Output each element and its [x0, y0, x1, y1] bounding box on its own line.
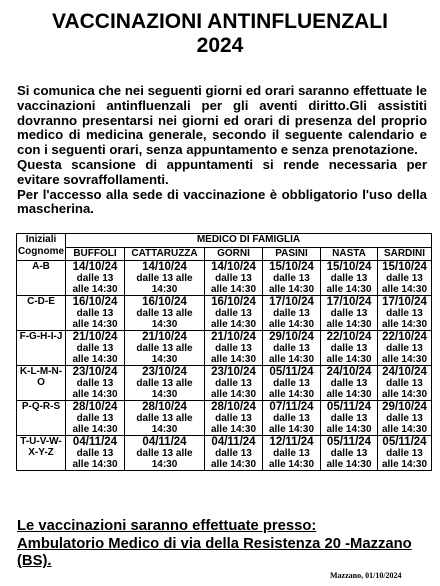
vaccination-date: 04/11/24 — [142, 435, 187, 448]
vaccination-date: 23/10/24 — [211, 365, 256, 378]
vaccination-date: 17/10/24 — [382, 295, 427, 308]
vaccination-date: 29/10/24 — [269, 330, 314, 343]
time-range: 14:30 — [151, 283, 178, 295]
time-range: dalle 13 — [215, 377, 252, 389]
intro-text — [17, 84, 427, 217]
vaccination-date: 05/11/24 — [326, 400, 372, 413]
schedule-cell — [263, 365, 321, 400]
schedule-cell — [378, 295, 432, 330]
time-range: alle 14:30 — [210, 318, 257, 330]
vaccination-date: 24/10/24 — [382, 365, 427, 378]
time-range: dalle 13 — [76, 377, 114, 389]
schedule-table — [16, 233, 432, 471]
time-range: dalle 13 — [386, 412, 423, 424]
time-range: dalle 13 alle — [136, 412, 193, 424]
time-range: dalle 13 — [215, 412, 252, 424]
schedule-cell — [378, 435, 432, 470]
table-row — [17, 260, 432, 295]
table-row — [17, 400, 432, 435]
table-row — [17, 365, 432, 400]
vaccination-date: 04/11/24 — [211, 435, 256, 448]
time-range: alle 14:30 — [381, 458, 428, 470]
schedule-cell — [66, 435, 125, 470]
vaccination-date: 14/10/24 — [72, 260, 118, 273]
schedule-cell — [378, 330, 432, 365]
time-range: dalle 13 alle — [136, 447, 193, 459]
vaccination-date: 05/11/24 — [269, 365, 314, 378]
time-range: alle 14:30 — [326, 353, 372, 365]
surname-group: F-G-H-I-J — [17, 330, 66, 365]
time-range: 14:30 — [151, 318, 178, 330]
schedule-cell — [321, 295, 378, 330]
time-range: alle 14:30 — [268, 318, 315, 330]
time-range: dalle 13 alle — [136, 307, 193, 319]
surname-group: K-L-M-N-O — [17, 365, 66, 400]
time-range: dalle 13 — [76, 342, 114, 354]
schedule-cell — [321, 330, 378, 365]
initials-header: Iniziali Cognome — [17, 234, 66, 261]
vaccination-date: 21/10/24 — [142, 330, 187, 343]
vaccination-date: 14/10/24 — [142, 260, 187, 273]
place-date: Mazzano, 01/10/2024 — [330, 571, 402, 580]
intro-paragraph: Si comunica che nei seguenti giorni ed orari saranno effettuate le vaccinazioni antinfluenzali per gli aventi diritto.Gli assistiti dovranno presentarsi nei giorni ed orari di presenza del proprio medico di medicina generale, secondo il seguente calendario e con i seguenti orari, senza appuntamento e senza prenotazione. — [17, 83, 427, 158]
intro-paragraph: Questa scansione di appuntamenti si rende necessaria per evitare sovraffollamenti. — [17, 156, 427, 187]
schedule-cell — [378, 400, 432, 435]
time-range: dalle 13 — [330, 447, 368, 459]
time-range: dalle 13 — [273, 412, 310, 424]
doctor-header: BUFFOLI — [66, 248, 125, 261]
time-range: alle 14:30 — [268, 458, 315, 470]
time-range: alle 14:30 — [210, 423, 257, 435]
schedule-cell — [125, 435, 205, 470]
time-range: dalle 13 — [215, 307, 252, 319]
time-range: dalle 13 — [273, 447, 310, 459]
schedule-cell — [378, 260, 432, 295]
time-range: dalle 13 — [330, 307, 368, 319]
location-notice — [17, 518, 432, 571]
schedule-cell — [125, 295, 205, 330]
time-range: dalle 13 — [76, 447, 114, 459]
schedule-cell — [125, 365, 205, 400]
vaccination-date: 05/11/24 — [382, 435, 427, 448]
title-main: VACCINAZIONI ANTINFLUENZALI — [52, 10, 388, 33]
time-range: alle 14:30 — [72, 318, 118, 330]
schedule-cell — [66, 400, 125, 435]
doctor-header: GORNI — [205, 248, 263, 261]
vaccination-date: 21/10/24 — [72, 330, 118, 343]
vaccination-date: 17/10/24 — [269, 295, 314, 308]
time-range: alle 14:30 — [381, 388, 428, 400]
time-range: alle 14:30 — [381, 318, 428, 330]
schedule-cell — [263, 400, 321, 435]
schedule-cell — [263, 260, 321, 295]
time-range: dalle 13 alle — [136, 342, 193, 354]
schedule-cell — [66, 330, 125, 365]
table-row — [17, 295, 432, 330]
vaccination-date: 07/11/24 — [269, 400, 314, 413]
time-range: dalle 13 alle — [136, 272, 193, 284]
time-range: dalle 13 — [330, 272, 368, 284]
time-range: dalle 13 — [273, 377, 310, 389]
schedule-cell — [66, 365, 125, 400]
schedule-cell — [321, 435, 378, 470]
time-range: alle 14:30 — [326, 423, 372, 435]
time-range: alle 14:30 — [210, 283, 257, 295]
time-range: alle 14:30 — [326, 388, 372, 400]
schedule-cell — [125, 260, 205, 295]
vaccination-date: 17/10/24 — [326, 295, 372, 308]
schedule-cell — [125, 330, 205, 365]
time-range: dalle 13 — [386, 377, 423, 389]
surname-group: T-U-V-W-X-Y-Z — [17, 435, 66, 470]
time-range: 14:30 — [151, 353, 178, 365]
time-range: alle 14:30 — [268, 423, 315, 435]
surname-group: C-D-E — [17, 295, 66, 330]
vaccination-date: 12/11/24 — [269, 435, 314, 448]
vaccination-date: 24/10/24 — [326, 365, 372, 378]
vaccination-date: 04/11/24 — [72, 435, 118, 448]
title-year: 2024 — [196, 34, 244, 57]
time-range: dalle 13 — [386, 307, 423, 319]
vaccination-date: 16/10/24 — [211, 295, 256, 308]
group-header: MEDICO DI FAMIGLIA — [66, 234, 432, 248]
vaccination-date: 23/10/24 — [142, 365, 187, 378]
vaccination-date: 28/10/24 — [211, 400, 256, 413]
time-range: alle 14:30 — [210, 353, 257, 365]
schedule-cell — [321, 400, 378, 435]
vaccination-date: 15/10/24 — [382, 260, 427, 273]
schedule-cell — [263, 295, 321, 330]
doctor-header: SARDINI — [378, 248, 432, 261]
schedule-cell — [205, 400, 263, 435]
time-range: alle 14:30 — [72, 458, 118, 470]
time-range: 14:30 — [151, 388, 178, 400]
time-range: alle 14:30 — [326, 318, 372, 330]
vaccination-date: 22/10/24 — [382, 330, 427, 343]
time-range: dalle 13 — [215, 342, 252, 354]
time-range: dalle 13 — [273, 307, 310, 319]
time-range: dalle 13 — [76, 307, 114, 319]
vaccination-date: 05/11/24 — [326, 435, 372, 448]
location-intro: Le vaccinazioni saranno effettuate presso: — [17, 518, 317, 534]
time-range: dalle 13 — [330, 377, 368, 389]
vaccination-date: 29/10/24 — [382, 400, 427, 413]
vaccination-date: 16/10/24 — [142, 295, 187, 308]
table-row — [17, 435, 432, 470]
time-range: dalle 13 — [330, 412, 368, 424]
time-range: alle 14:30 — [381, 423, 428, 435]
time-range: dalle 13 — [76, 272, 114, 284]
vaccination-date: 28/10/24 — [142, 400, 187, 413]
time-range: alle 14:30 — [268, 388, 315, 400]
intro-paragraph: Per l'accesso alla sede di vaccinazione è obbligatorio l'uso della mascherina. — [17, 186, 427, 217]
time-range: alle 14:30 — [72, 388, 118, 400]
time-range: dalle 13 — [76, 412, 114, 424]
vaccination-date: 28/10/24 — [72, 400, 118, 413]
surname-group: A-B — [17, 260, 66, 295]
schedule-cell — [205, 295, 263, 330]
time-range: dalle 13 — [215, 272, 252, 284]
time-range: alle 14:30 — [210, 458, 257, 470]
time-range: alle 14:30 — [326, 283, 372, 295]
schedule-cell — [205, 435, 263, 470]
schedule-cell — [321, 260, 378, 295]
table-row — [17, 330, 432, 365]
schedule-cell — [263, 330, 321, 365]
time-range: alle 14:30 — [72, 423, 118, 435]
time-range: 14:30 — [151, 423, 178, 435]
vaccination-date: 22/10/24 — [326, 330, 372, 343]
vaccination-date: 15/10/24 — [326, 260, 372, 273]
vaccination-date: 14/10/24 — [211, 260, 256, 273]
time-range: alle 14:30 — [268, 283, 315, 295]
schedule-cell — [66, 260, 125, 295]
location-address: Ambulatorio Medico di via della Resistenza 20 -Mazzano (BS). — [17, 535, 412, 569]
schedule-cell — [205, 365, 263, 400]
time-range: dalle 13 — [330, 342, 368, 354]
time-range: dalle 13 — [215, 447, 252, 459]
time-range: alle 14:30 — [72, 283, 118, 295]
schedule-cell — [378, 365, 432, 400]
vaccination-date: 16/10/24 — [72, 295, 118, 308]
time-range: dalle 13 — [273, 342, 310, 354]
time-range: alle 14:30 — [326, 458, 372, 470]
schedule-cell — [263, 435, 321, 470]
time-range: alle 14:30 — [210, 388, 257, 400]
schedule-cell — [125, 400, 205, 435]
time-range: 14:30 — [151, 458, 178, 470]
surname-group: P-Q-R-S — [17, 400, 66, 435]
time-range: dalle 13 — [386, 272, 423, 284]
time-range: dalle 13 alle — [136, 377, 193, 389]
schedule-cell — [205, 260, 263, 295]
time-range: alle 14:30 — [72, 353, 118, 365]
vaccination-date: 21/10/24 — [211, 330, 256, 343]
doctor-header: CATTARUZZA — [125, 248, 205, 261]
time-range: alle 14:30 — [381, 353, 428, 365]
time-range: alle 14:30 — [381, 283, 428, 295]
doctor-header: NASTA — [321, 248, 378, 261]
time-range: dalle 13 — [386, 447, 423, 459]
doctor-header: PASINI — [263, 248, 321, 261]
vaccination-date: 23/10/24 — [72, 365, 118, 378]
schedule-cell — [321, 365, 378, 400]
time-range: dalle 13 — [273, 272, 310, 284]
time-range: alle 14:30 — [268, 353, 315, 365]
time-range: dalle 13 — [386, 342, 423, 354]
schedule-cell — [66, 295, 125, 330]
vaccination-date: 15/10/24 — [269, 260, 314, 273]
schedule-cell — [205, 330, 263, 365]
